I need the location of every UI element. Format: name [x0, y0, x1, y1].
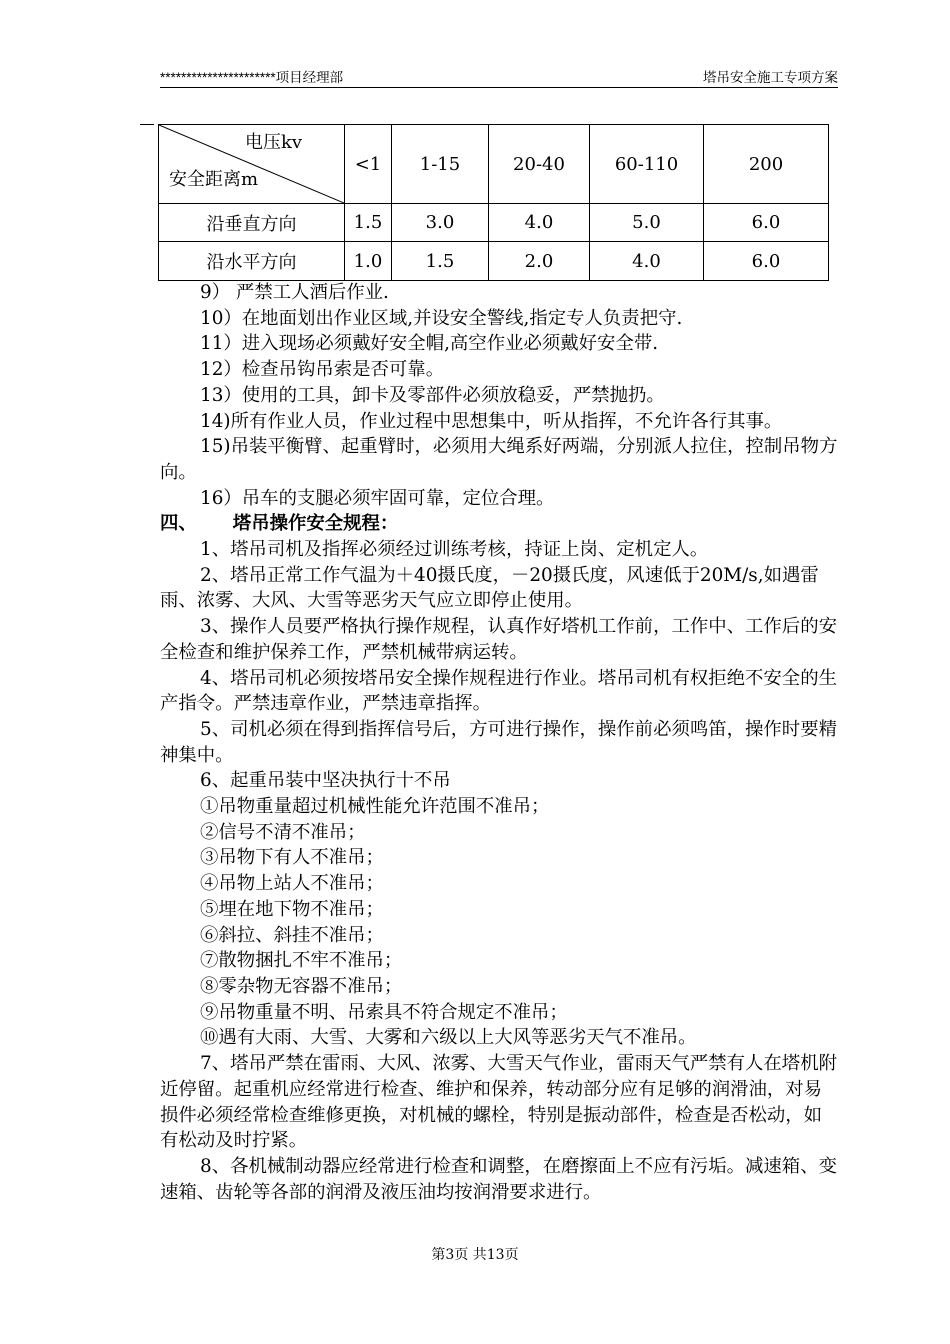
list-item: 9） 严禁工人酒后作业.: [200, 282, 389, 303]
list-item: ④吊物上站人不准吊；: [200, 873, 384, 895]
column-header: <1: [345, 125, 392, 204]
row-label: 沿垂直方向: [159, 204, 345, 242]
paragraph: 4、塔吊司机必须按塔吊安全操作规程进行作业。塔吊司机有权拒绝不安全的生产指令。严禁违章作业，严禁违章指挥。: [160, 667, 837, 715]
table-cell: 3.0: [392, 204, 489, 242]
paragraph: 14)所有作业人员，作业过程中思想集中，听从指挥，不允许各行其事。: [200, 410, 783, 432]
table-cell: 5.0: [590, 204, 704, 242]
list-item: ②信号不清不准吊；: [200, 821, 366, 843]
list-item: 16）吊车的支腿必须牢固可靠，定位合理。: [200, 487, 555, 509]
list-item: ⑧零杂物无容器不准吊；: [200, 975, 403, 997]
section-number: 四、: [160, 513, 197, 535]
table-cell: 1.5: [392, 242, 489, 281]
row-label: 沿水平方向: [159, 242, 345, 281]
list-item: ⑥斜拉、斜挂不准吊；: [200, 924, 384, 946]
list-item: ⑤埋在地下物不准吊；: [200, 898, 384, 920]
table-corner-cell: [159, 125, 345, 204]
header-rule: [160, 87, 838, 88]
paragraph: 6、起重吊装中坚决执行十不吊: [200, 770, 451, 792]
column-header: 20-40: [489, 125, 590, 204]
list-item: ③吊物下有人不准吊；: [200, 847, 384, 869]
header-right-text: 塔吊安全施工专项方案: [703, 70, 838, 85]
table-cell: 4.0: [489, 204, 590, 242]
paragraph: 5、司机必须在得到指挥信号后，方可进行操作，操作前必须鸣笛，操作时要精神集中。: [160, 718, 837, 766]
paragraph: 8、各机械制动器应经常进行检查和调整，在磨擦面上不应有污垢。减速箱、变速箱、齿轮等各部的润滑及液压油均按润滑要求进行。: [160, 1155, 837, 1203]
list-item: ⑩遇有大雨、大雪、大雾和六级以上大风等恶劣天气不准吊。: [200, 1027, 697, 1049]
list-item: ①吊物重量超过机械性能允许范围不准吊；: [200, 796, 550, 818]
section-heading: [160, 511, 840, 537]
paragraph: 3、操作人员要严格执行操作规程，认真作好塔机工作前，工作中、工作后的安全检查和维护保养工作，严禁机械带病运转。: [160, 616, 837, 663]
list-item: 12）检查吊钩吊索是否可靠。: [200, 359, 445, 381]
margin-dash: [140, 124, 154, 125]
table-cell: 6.0: [704, 242, 829, 281]
column-header: 1-15: [392, 125, 489, 204]
table-cell: 6.0: [704, 204, 829, 242]
table-header-row: [159, 125, 829, 204]
page-header: [160, 66, 838, 86]
column-header: 200: [704, 125, 829, 204]
section-title: 塔吊操作安全规程：: [232, 513, 399, 535]
document-body: [160, 280, 840, 1205]
list-item: 10）在地面划出作业区域,并设安全警线,指定专人负责把守.: [200, 307, 683, 329]
paragraph: 7、塔吊严禁在雷雨、大风、浓雾、大雪天气作业，雷雨天气严禁有人在塔机附近停留。起重机应经常进行检查、维护和保养，转动部分应有足够的润滑油，对易损件必须经常检查维修更换，对机械的螺栓，特别是振动部件，检查是否松动，如有松动及时拧紧。: [160, 1053, 837, 1152]
table-cell: 1.0: [345, 242, 392, 281]
paragraph: 1、塔吊司机及指挥必须经过训练考核，持证上岗、定机定人。: [200, 539, 709, 561]
list-item: 11）进入现场必须戴好安全帽,高空作业必须戴好安全带.: [200, 333, 659, 355]
table-cell: 2.0: [489, 242, 590, 281]
corner-distance-label: 安全距离m: [169, 169, 259, 190]
corner-voltage-label: 电压kv: [245, 132, 303, 153]
list-item: ⑦散物捆扎不牢不准吊；: [200, 950, 403, 972]
safety-distance-table: [158, 124, 829, 281]
table-cell: 1.5: [345, 204, 392, 242]
paragraph: 15)吊装平衡臂、起重臂时，必须用大绳系好两端，分别派人拉住，控制吊物方向。: [160, 436, 838, 483]
table-row: [159, 204, 829, 242]
table-cell: 4.0: [590, 242, 704, 281]
column-header: 60-110: [590, 125, 704, 204]
paragraph: 2、塔吊正常工作气温为＋40摄氏度，－20摄氏度，风速低于20M/s,如遇雷雨、浓雾、大风、大雪等恶劣天气应立即停止使用。: [160, 564, 819, 612]
header-left-text: **********************项目经理部: [160, 70, 344, 85]
list-item: 13）使用的工具，卸卡及零部件必须放稳妥，严禁抛扔。: [200, 384, 665, 406]
page-footer: 第3页 共13页: [431, 1247, 519, 1263]
list-item: ⑨吊物重量不明、吊索具不符合规定不准吊；: [200, 1001, 568, 1023]
table-row: [159, 242, 829, 281]
